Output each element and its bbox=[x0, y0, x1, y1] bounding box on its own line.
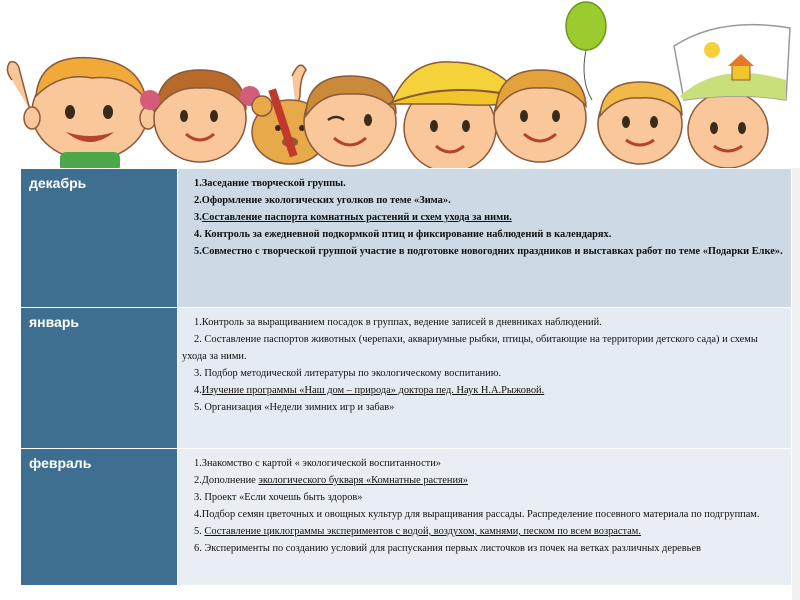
child-2-figure bbox=[140, 70, 260, 162]
drawing-paper-picture bbox=[674, 25, 790, 100]
task-item: 4.Подбор семян цветочных и овощных культур для выращивания рассады. Распределение посевного материала по подгруппам. bbox=[194, 509, 760, 520]
task-item: 1.Заседание творческой группы. bbox=[194, 178, 346, 189]
children-banner-illustration bbox=[0, 0, 800, 180]
task-item: 1.Знакомство с картой « экологической воспитанности» bbox=[194, 458, 441, 469]
child-1-figure bbox=[7, 58, 156, 172]
month-label: февраль bbox=[21, 449, 178, 586]
monthly-plan-table bbox=[20, 168, 792, 586]
table-row-december bbox=[21, 169, 792, 308]
page-edge bbox=[792, 168, 800, 600]
child-5-figure bbox=[494, 70, 586, 162]
task-item: 2. Составление паспортов животных (черепахи, аквариумные рыбки, птицы, обитающие на территории детского сада) и схемы ухода за ними. bbox=[182, 334, 758, 362]
task-item: 3. Проект «Если хочешь быть здоров» bbox=[194, 492, 363, 503]
task-item: 3.Составление паспорта комнатных растений и схем ухода за ними. bbox=[194, 212, 512, 223]
child-6-figure bbox=[598, 82, 682, 164]
month-label: декабрь bbox=[21, 169, 178, 308]
task-item: 5. Организация «Недели зимних игр и забав» bbox=[194, 402, 395, 413]
task-item: 4. Контроль за ежедневной подкормкой птиц и фиксирование наблюдений в календарях. bbox=[194, 229, 612, 240]
tasks-list bbox=[178, 449, 792, 586]
table-row-february bbox=[21, 449, 792, 586]
task-item: 6. Эксперименты по созданию условий для распускания первых листочков из почек на ветках различных деревьев bbox=[194, 543, 701, 554]
tasks-list bbox=[178, 169, 792, 308]
task-item: 2.Оформление экологических уголков по теме «Зима». bbox=[194, 195, 451, 206]
child-7-figure bbox=[688, 92, 768, 168]
task-item: 5. Составление циклограммы экспериментов с водой, воздухом, камнями, песком по всем возрастам. bbox=[194, 526, 641, 537]
child-3-figure bbox=[304, 76, 396, 166]
task-item: 1.Контроль за выращиванием посадок в группах, ведение записей в дневниках наблюдений. bbox=[194, 317, 602, 328]
task-item: 3. Подбор методической литературы по экологическому воспитанию. bbox=[194, 368, 502, 379]
task-item: 4.Изучение программы «Наш дом – природа» доктора пед. Наук Н.А.Рыжовой. bbox=[194, 385, 545, 396]
task-item: 5.Совместно с творческой группой участие в подготовке новогодних праздников и выставках работ по теме «Подарки Елке». bbox=[194, 246, 783, 257]
month-label: январь bbox=[21, 308, 178, 449]
table-row-january bbox=[21, 308, 792, 449]
task-item: 2.Дополнение экологического букваря «Комнатные растения» bbox=[194, 475, 468, 486]
tasks-list bbox=[178, 308, 792, 449]
